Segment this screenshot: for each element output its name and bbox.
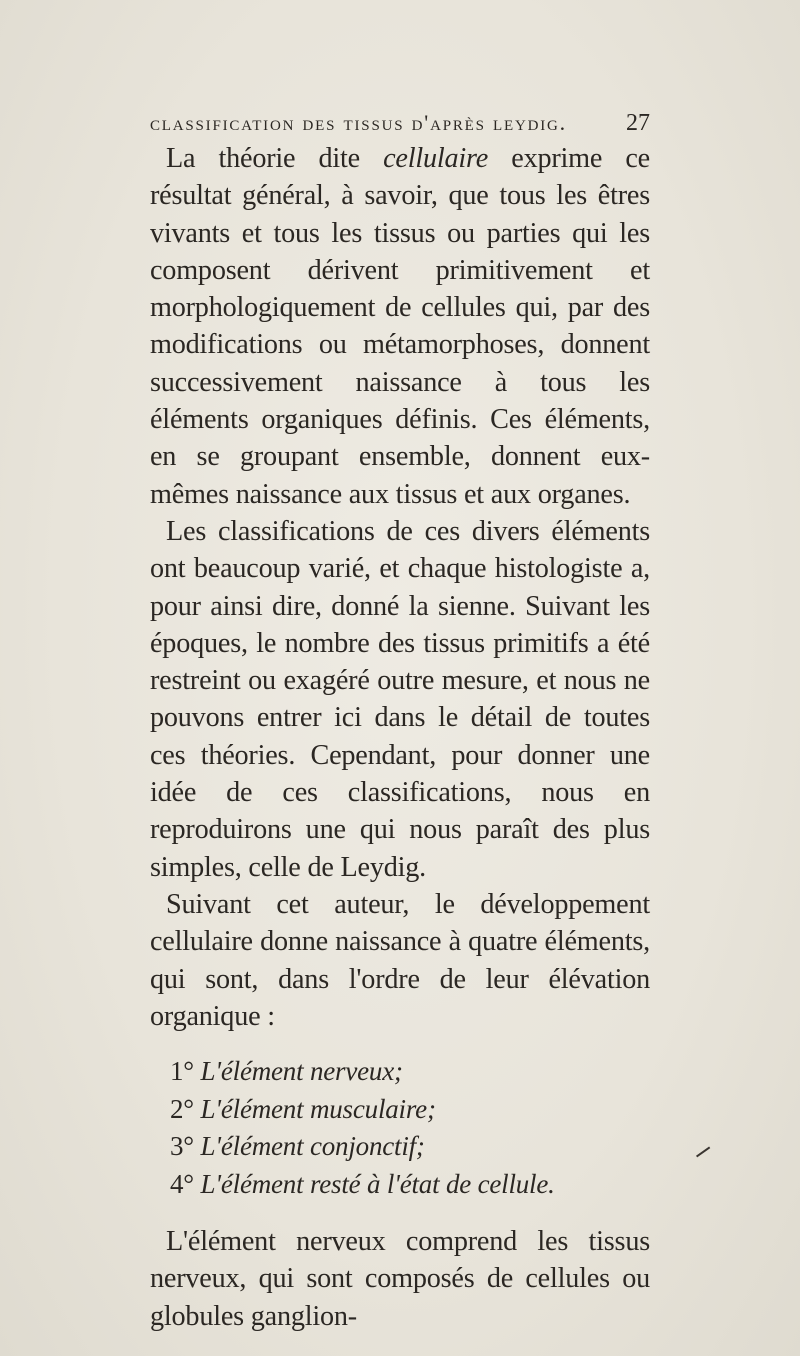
- running-title: classification des tissus d'après leydig.: [150, 110, 567, 135]
- paragraph-text: exprime ce résultat général, à savoir, que tous les êtres vivants et tous les tissus ou parties qui les composent dérivent primitivement et morphologiquement de cellules qui, par des modifications ou métamorphoses, donnent successivement naissance à tous les éléments organiques définis. Ces éléments, en se groupant ensemble, donnent eux-mêmes naissance aux tissus et aux organes.: [150, 143, 650, 510]
- paragraph-leydig: Suivant cet auteur, le développement cellulaire donne naissance à quatre éléments, qui sont, dans l'ordre de leur élévation organique :: [150, 888, 650, 1032]
- list-term: L'élément nerveux;: [200, 1056, 403, 1087]
- list-number: 2°: [170, 1093, 194, 1124]
- list-number: 1°: [170, 1056, 194, 1087]
- paragraph-nervous-element: L'élément nerveux comprend les tissus nerveux, qui sont composés de cellules ou globules ganglion-: [150, 1226, 650, 1332]
- emphasis-term: cellulaire: [383, 143, 489, 174]
- list-term: L'élément musculaire;: [200, 1093, 436, 1124]
- list-item: [150, 1128, 650, 1166]
- pencil-mark: [696, 1147, 710, 1157]
- list-item: [150, 1091, 650, 1129]
- list-item: [150, 1166, 650, 1204]
- page-number: 27: [626, 110, 650, 136]
- running-header: [150, 110, 650, 137]
- list-term: L'élément resté à l'état de cellule.: [200, 1168, 555, 1199]
- list-item: [150, 1053, 650, 1091]
- page-body: [150, 140, 650, 1335]
- element-list: [150, 1053, 650, 1203]
- paragraph-text: La théorie dite: [166, 143, 384, 174]
- paragraph-cellular-theory: [150, 140, 650, 513]
- list-number: 4°: [170, 1168, 194, 1199]
- list-term: L'élément conjonctif;: [200, 1131, 425, 1162]
- paragraph-classifications: Les classifications de ces divers éléments ont beaucoup varié, et chaque histologiste a, pour ainsi dire, donné la sienne. Suivant les époques, le nombre des tissus primitifs a été restreint ou exagéré outre mesure, et nous ne pouvons entrer ici dans le détail de toutes ces théories. Cependant, pour donner une idée de ces classifications, nous en reproduirons une qui nous paraît des plus simples, celle de Leydig.: [150, 515, 650, 883]
- list-number: 3°: [170, 1131, 194, 1162]
